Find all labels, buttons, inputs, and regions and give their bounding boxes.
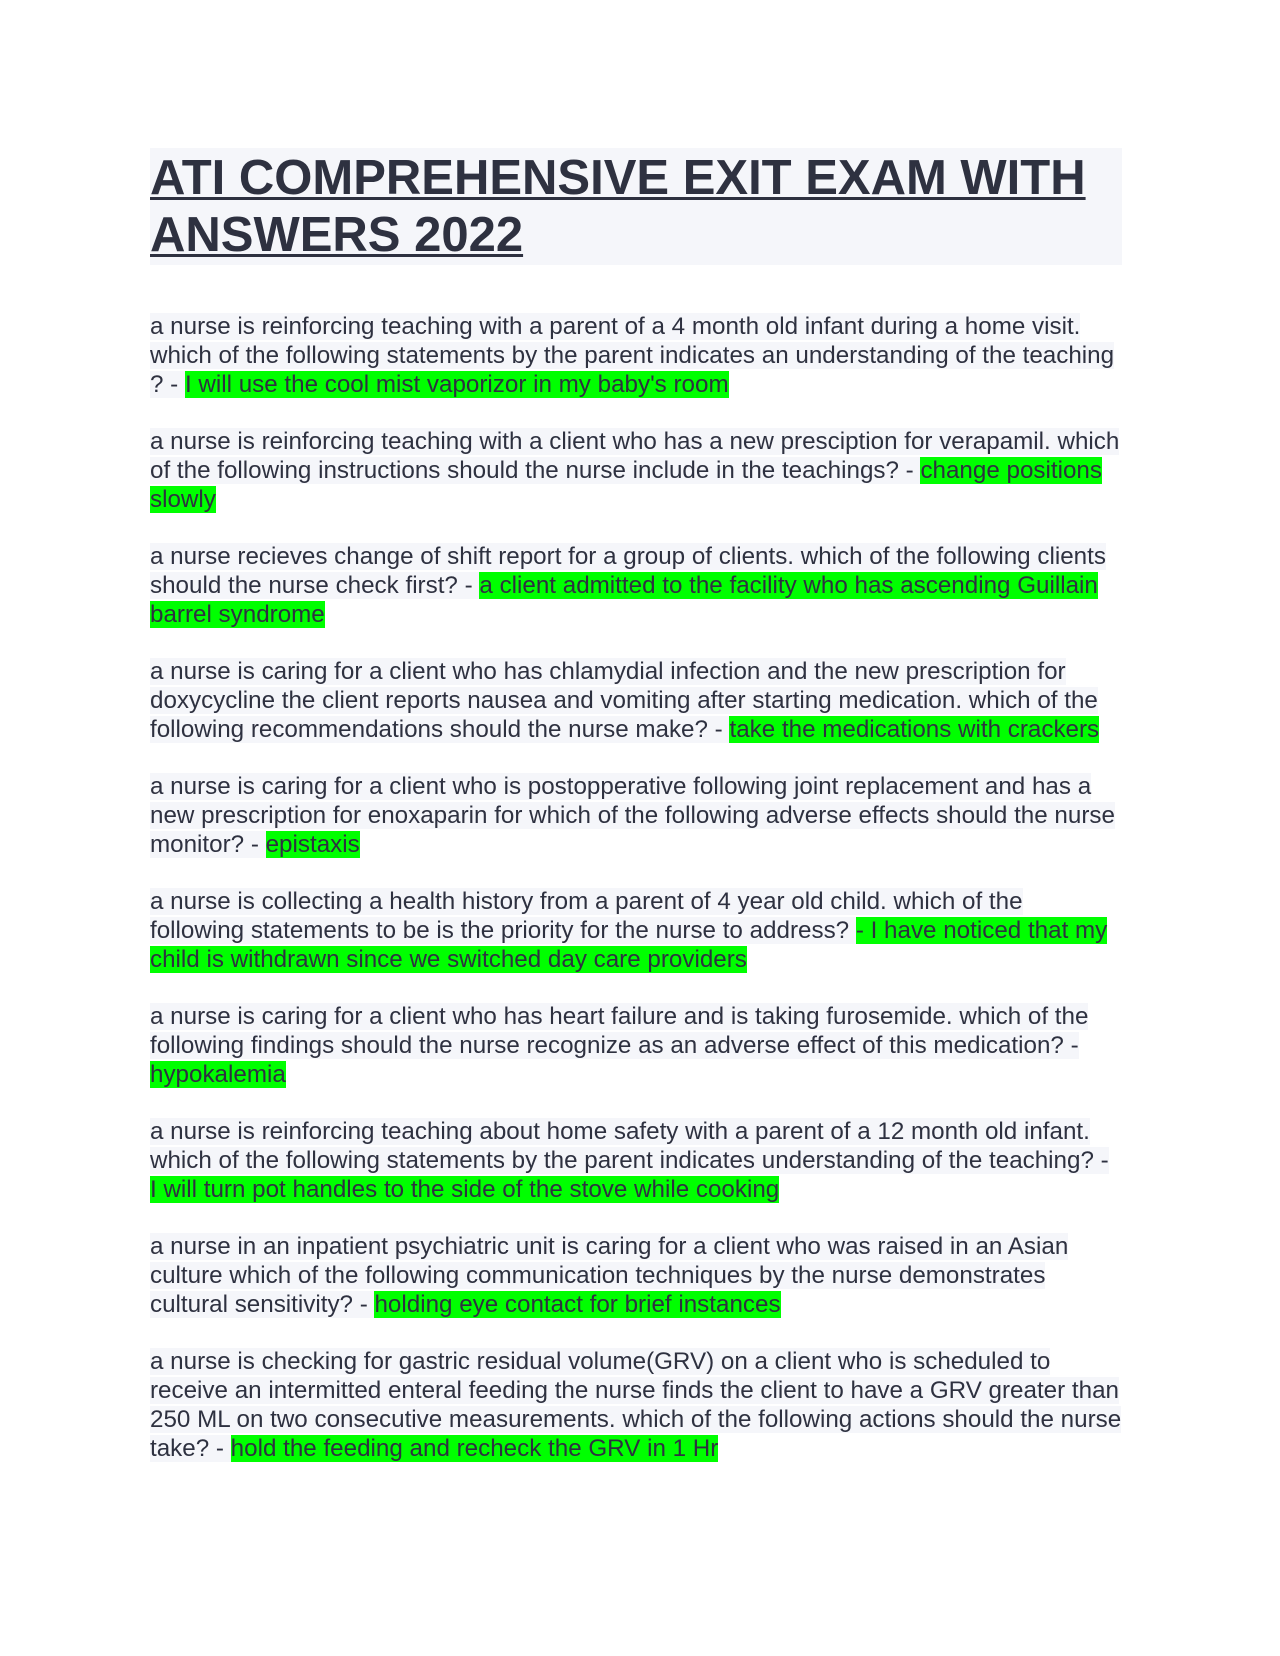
answer-highlight: hypokalemia [150, 1061, 286, 1088]
answer-highlight: I will use the cool mist vaporizor in my baby's room [184, 371, 729, 398]
question-text: a nurse in an inpatient psychiatric unit is caring for a client who was raised in an Asian culture which of the following communication techniques by the nurse demonstrates cultural sensitivity? - [150, 1233, 1069, 1318]
answer-highlight: holding eye contact for brief instances [374, 1291, 781, 1318]
qa-item [150, 657, 1122, 744]
question-text: a nurse is checking for gastric residual volume(GRV) on a client who is scheduled to receive an intermitted enteral feeding the nurse finds the client to have a GRV greater than 250 ML on two consecutive measurements. which of the following actions should the nurse take? - [150, 1348, 1122, 1462]
qa-item [150, 1347, 1122, 1463]
answer-highlight: a client admitted to the facility who has ascending Guillain barrel syndrome [150, 572, 1098, 628]
question-text: a nurse is collecting a health history from a parent of 4 year old child. which of the following statements to be is the priority for the nurse to address? [150, 888, 1023, 944]
question-text: a nurse is reinforcing teaching with a parent of a 4 month old infant during a home visit. which of the following statements by the parent indicates an understanding of the teaching ? - [150, 313, 1115, 398]
qa-list [150, 312, 1122, 1463]
document-title [150, 148, 1122, 265]
title-text: ATI COMPREHENSIVE EXIT EXAM WITH ANSWERS 2022 [150, 151, 1086, 262]
question-text: a nurse is caring for a client who has chlamydial infection and the new prescription for doxycycline the client reports nausea and vomiting after starting medication. which of the following recommendations should the nurse make? - [150, 658, 1098, 743]
answer-highlight: take the medications with crackers [729, 716, 1100, 743]
qa-item [150, 427, 1122, 514]
qa-item [150, 772, 1122, 859]
question-text: a nurse is reinforcing teaching about home safety with a parent of a 12 month old infant. which of the following statements by the parent indicates understanding of the teaching? - [150, 1118, 1109, 1174]
question-text: a nurse recieves change of shift report for a group of clients. which of the following clients should the nurse check first? - [150, 543, 1106, 599]
qa-item [150, 1117, 1122, 1204]
document-page [150, 148, 1122, 1463]
question-text: a nurse is caring for a client who has heart failure and is taking furosemide. which of the following findings should the nurse recognize as an adverse effect of this medication? - [150, 1003, 1089, 1059]
answer-highlight: change positions slowly [150, 457, 1102, 513]
question-text: a nurse is caring for a client who is postopperative following joint replacement and has a new prescription for enoxaparin for which of the following adverse effects should the nurse monitor? - [150, 773, 1115, 858]
question-text: a nurse is reinforcing teaching with a client who has a new presciption for verapamil. which of the following instructions should the nurse include in the teachings? - [150, 428, 1120, 484]
qa-item [150, 1232, 1122, 1319]
answer-highlight: epistaxis [265, 831, 360, 858]
answer-highlight: hold the feeding and recheck the GRV in 1 Hr [230, 1435, 719, 1462]
qa-item [150, 1002, 1122, 1089]
qa-item [150, 542, 1122, 629]
answer-highlight: - I have noticed that my child is withdrawn since we switched day care providers [150, 917, 1108, 973]
qa-item [150, 312, 1122, 399]
qa-item [150, 887, 1122, 974]
answer-highlight: I will turn pot handles to the side of the stove while cooking [150, 1176, 780, 1203]
